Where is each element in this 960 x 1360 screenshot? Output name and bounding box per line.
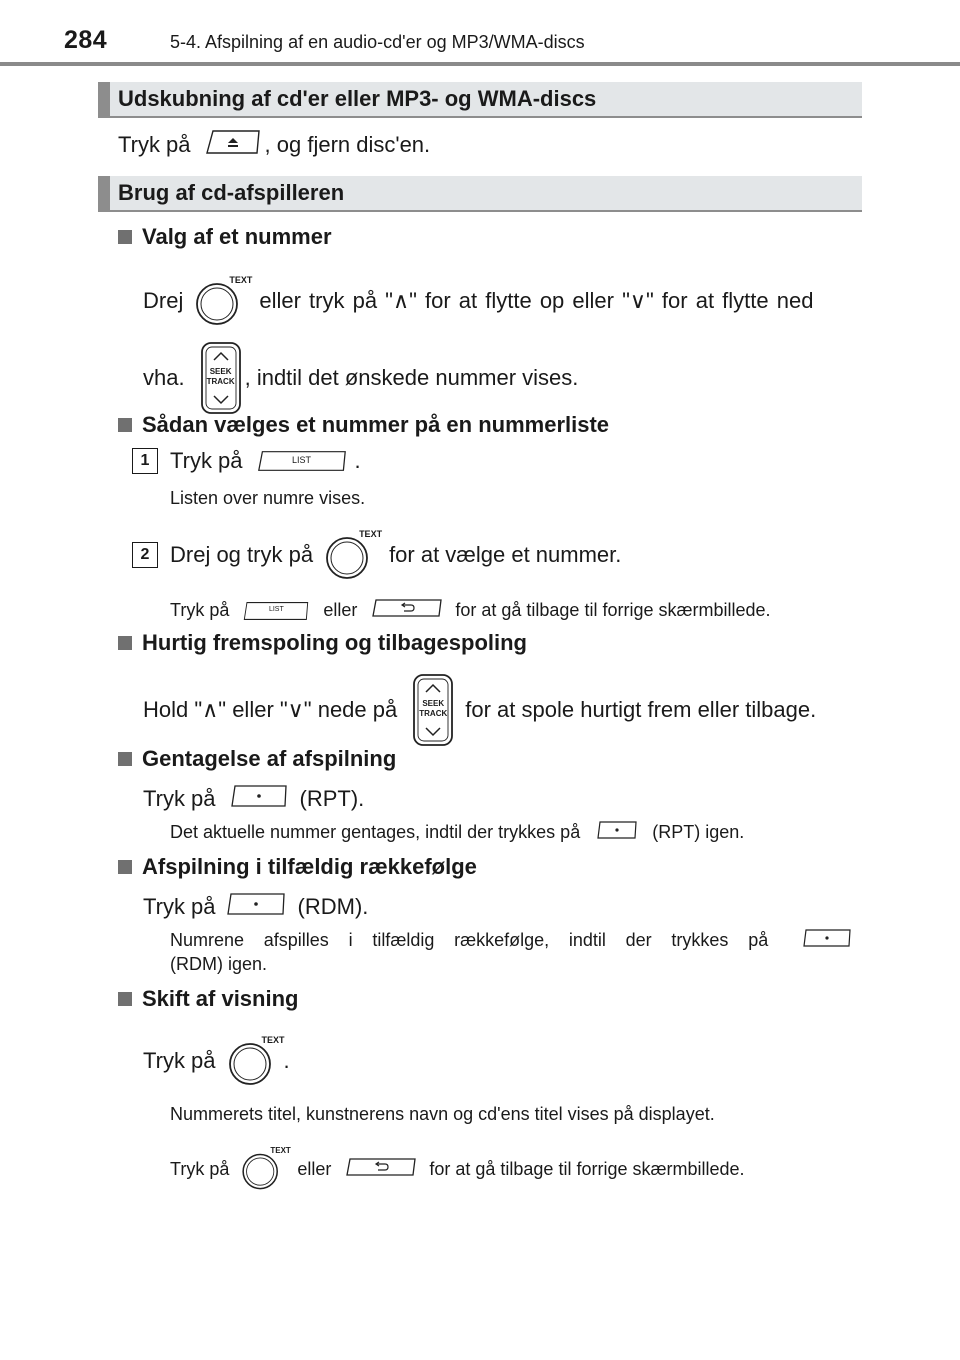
text: , og fjern disc'en. [264,132,431,157]
step-1-text [170,448,361,474]
word: på [748,930,769,950]
text: Tryk på [170,1158,230,1179]
header-rule [0,62,960,66]
text: Tryk på [143,1048,216,1073]
subheading-text: Skift af visning [142,986,299,1011]
seek-label: SEEK [422,699,445,708]
subheading-text: Hurtig fremspoling og tilbagespoling [142,630,527,655]
subheading-random [118,854,477,880]
seek-track-icon [411,672,455,748]
text: eller [323,600,358,620]
seek-track-icon [199,340,243,416]
word: i [348,930,353,950]
text: for at gå tilbage til forrige skærmbillede. [455,600,771,620]
random-note-line-1 [170,928,852,953]
text: eller tryk på "∧" for at flytte op eller "∨" for at flytte ned [259,288,814,313]
word: der [625,930,652,950]
word: Numrene [170,930,245,950]
subheading-text: Afspilning i tilfældig rækkefølge [142,854,477,879]
step-number-1: 1 [132,448,158,474]
preset-button-icon [230,784,288,814]
subheading-display [118,986,298,1012]
subheading-select-track [118,224,332,250]
step-2-text [170,528,621,582]
text: Drej [143,288,184,313]
knob-label: TEXT [270,1146,291,1155]
step-1-note: Listen over numre vises. [170,488,366,508]
section-heading-player: Brug af cd-afspilleren [98,176,862,212]
subheading-repeat [118,746,396,772]
random-text [143,892,368,922]
step-number-2: 2 [132,542,158,568]
back-button-icon [371,598,443,623]
display-note-2 [170,1146,745,1192]
section-heading-eject: Udskubning af cd'er eller MP3- og WMA-discs [98,82,862,118]
word: tilfældig [372,930,435,950]
text: Tryk på [143,786,216,811]
tune-knob-icon [226,1034,290,1088]
text: Tryk på [170,600,230,620]
knob-label: TEXT [229,275,253,285]
fast-forward-text [143,672,816,748]
back-button-icon [345,1157,417,1182]
subheading-track-list [118,412,609,438]
text: Tryk på [143,894,216,919]
eject-instruction [118,128,430,162]
preset-button-icon [226,892,286,922]
eject-button-icon [205,128,261,162]
text: vha. [143,365,185,390]
page-number: 284 [64,26,108,54]
bullet-square-icon [118,992,132,1006]
text: for at gå tilbage til forrige skærmbillede. [429,1158,745,1179]
text: Tryk på [118,132,191,157]
list-label: LIST [268,605,284,613]
knob-label: TEXT [261,1035,285,1045]
word: rækkefølge, [454,930,550,950]
bullet-square-icon [118,636,132,650]
step-2-note [170,598,771,623]
track-label: TRACK [206,377,235,386]
text: eller [297,1158,332,1179]
random-note-line-2: (RDM) igen. [170,954,268,974]
tune-knob-icon [193,274,257,328]
text: Hold "∧" eller "∨" nede på [143,697,398,722]
tune-knob-icon [323,528,387,582]
repeat-note [170,820,744,845]
subheading-text: Valg af et nummer [142,224,332,249]
list-label: LIST [292,455,312,465]
list-button-icon [243,601,309,621]
preset-button-icon [802,928,852,953]
text: . [283,1048,290,1073]
text: Tryk på [170,448,243,473]
word: afspilles [263,930,329,950]
text: Drej og tryk på [170,542,314,567]
text: (RDM). [297,894,369,919]
knob-label: TEXT [359,529,383,539]
page-header [0,0,960,68]
text: Det aktuelle nummer gentages, indtil der trykkes på [170,822,581,842]
text: for at spole hurtigt frem eller tilbage. [465,697,817,722]
bullet-square-icon [118,230,132,244]
text: . [354,448,361,473]
list-button-icon [257,450,347,472]
word: indtil [568,930,606,950]
subheading-text: Gentagelse af afspilning [142,746,397,771]
word: trykkes [671,930,729,950]
text: , indtil det ønskede nummer vises. [244,365,579,390]
text: (RPT) igen. [652,822,745,842]
bullet-square-icon [118,752,132,766]
bullet-square-icon [118,860,132,874]
preset-button-icon [596,820,638,845]
select-track-line-2 [143,340,578,416]
track-label: TRACK [419,709,448,718]
text: for at vælge et nummer. [389,542,622,567]
subheading-fast-forward [118,630,527,656]
subheading-text: Sådan vælges et nummer på en nummerliste [142,412,610,437]
display-text [143,1034,290,1088]
select-track-line-1 [143,274,813,328]
chapter-title: 5-4. Afspilning af en audio-cd'er og MP3/WMA-discs [170,32,585,52]
seek-label: SEEK [209,367,232,376]
bullet-square-icon [118,418,132,432]
text: (RPT). [299,786,365,811]
repeat-text [143,784,364,814]
tune-knob-icon [239,1146,295,1192]
display-note-1: Nummerets titel, kunstnerens navn og cd'ens titel vises på displayet. [170,1104,715,1124]
